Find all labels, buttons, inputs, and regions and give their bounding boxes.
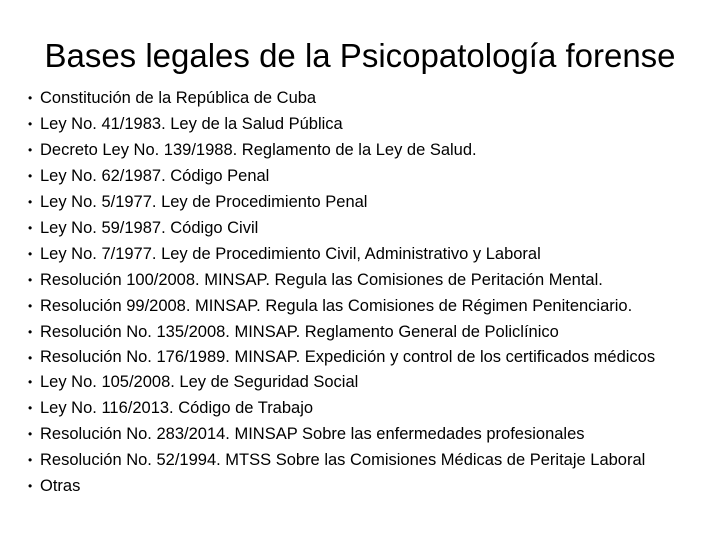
bullet-icon: • [28,325,33,339]
list-item [14,87,714,109]
bullet-icon: • [28,453,33,467]
list-item-text: Resolución No. 283/2014. MINSAP Sobre las enfermedades profesionales [40,425,585,443]
list-item [14,295,714,317]
list-item [14,449,714,471]
list-item-text: Ley No. 116/2013. Código de Trabajo [40,399,314,417]
list-item [14,347,714,367]
list-item [14,217,714,239]
bullet-icon: • [28,91,33,105]
list-item [14,371,714,393]
list-item-text: Resolución No. 52/1994. MTSS Sobre las Comisiones Médicas de Peritaje Laboral [40,451,646,469]
list-item [14,321,714,343]
list-item-text: Resolución 100/2008. MINSAP. Regula las Comisiones de Peritación Mental. [40,271,603,289]
list-item-text: Decreto Ley No. 139/1988. Reglamento de la Ley de Salud. [40,141,477,159]
bullet-icon: • [28,427,33,441]
bullet-icon: • [28,117,33,131]
list-item [14,423,714,445]
list-item [14,139,714,161]
list-item-text: Ley No. 41/1983. Ley de la Salud Pública [40,115,343,133]
bullet-icon: • [28,375,33,389]
list-item-text: Resolución 99/2008. MINSAP. Regula las Comisiones de Régimen Penitenciario. [40,297,633,315]
list-item-text: Constitución de la República de Cuba [40,89,317,107]
list-item [14,113,714,135]
list-item-text: Otras [40,477,81,495]
bullet-icon: • [28,143,33,157]
list-item [14,243,714,265]
bullet-icon: • [28,401,33,415]
list-item-text: Ley No. 105/2008. Ley de Seguridad Social [40,373,359,391]
list-item-text: Ley No. 7/1977. Ley de Procedimiento Civil, Administrativo y Laboral [40,245,541,263]
bullet-icon: • [28,273,33,287]
list-item [14,475,714,497]
list-item [14,397,714,419]
slide-title: Bases legales de la Psicopatología forense [44,37,676,74]
list-item [14,269,714,291]
list-item-text: Resolución No. 135/2008. MINSAP. Reglamento General de Policlínico [40,323,559,341]
bullet-icon: • [28,221,33,235]
list-item-text: Resolución No. 176/1989. MINSAP. Expedición y control de los certificados médicos [40,348,656,366]
bullet-icon: • [28,195,33,209]
list-item [14,165,714,187]
bullet-icon: • [28,351,33,365]
list-item [14,191,714,213]
list-item-text: Ley No. 59/1987. Código Civil [40,219,259,237]
bullet-icon: • [28,169,33,183]
bullet-icon: • [28,247,33,261]
list-item-text: Ley No. 5/1977. Ley de Procedimiento Penal [40,193,368,211]
bullet-icon: • [28,299,33,313]
list-item-text: Ley No. 62/1987. Código Penal [40,167,270,185]
bullet-list [14,87,714,501]
bullet-icon: • [28,479,33,493]
